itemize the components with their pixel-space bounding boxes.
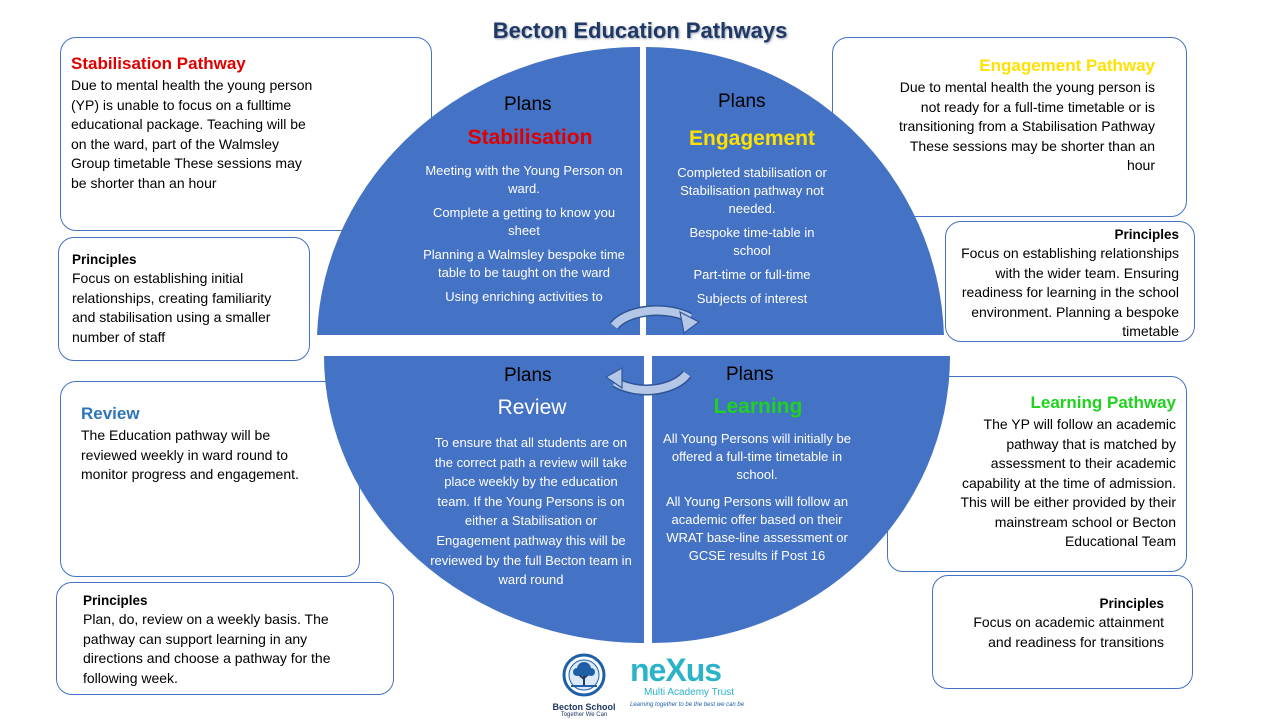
list-item: Planning a Walmsley bespoke time table to be taught on the ward xyxy=(423,247,625,280)
list-item: Complete a getting to know you sheet xyxy=(432,205,616,238)
list-item: Using enriching activities to xyxy=(445,289,603,304)
engagement-principles-text: Focus on establishing relationships with the wider team. Ensuring readiness for learning in the school environment. Planning a bespoke timetable xyxy=(961,245,1179,339)
learning-pathway-text: The YP will follow an academic pathway that is matched by assessment to their academic capability at the time of admission. This will be either provided by their mainstream school or Becton Educational Team xyxy=(960,416,1176,549)
stabilisation-pathway-text: Due to mental health the young person (YP) is unable to focus on a fulltime educational package. Teaching will be on the ward, part of the Walmsley Group timetable These sessions may be shorter than an hour xyxy=(71,77,313,191)
engagement-pathway-heading: Engagement Pathway xyxy=(979,56,1155,75)
review-text: The Education pathway will be reviewed weekly in ward round to monitor progress and engagement. xyxy=(81,427,299,482)
review-principles-heading: Principles xyxy=(83,593,148,608)
tree-emblem-icon xyxy=(562,653,606,697)
engagement-plans-label: Plans xyxy=(718,91,766,112)
learning-plan-list xyxy=(662,430,852,571)
engagement-plan-list xyxy=(660,164,844,314)
stabilisation-principles-text: Focus on establishing initial relationships, creating familiarity and stabilisation using a smaller number of staff xyxy=(72,270,272,345)
learning-principles-text: Focus on academic attainment and readiness for transitions xyxy=(973,614,1164,650)
review-heading: Review xyxy=(81,404,140,423)
trust-motto: Learning together to be the best we can be xyxy=(630,702,745,708)
engagement-quadrant-title: Engagement xyxy=(688,127,816,150)
list-item: Meeting with the Young Person on ward. xyxy=(425,163,623,196)
trust-name: neXus xyxy=(630,652,722,688)
list-item: All Young Persons will follow an academic offer based on their WRAT base-line assessment or GCSE results if Post 16 xyxy=(665,494,849,563)
learning-plans-label: Plans xyxy=(726,364,774,385)
list-item: Part-time or full-time xyxy=(693,267,811,282)
nexus-trust-logo xyxy=(630,653,770,717)
review-principles-text: Plan, do, review on a weekly basis. The pathway can support learning in any directions and choose a pathway for the following week. xyxy=(83,611,331,686)
review-plans-label: Plans xyxy=(504,365,552,386)
school-motto: Together We Can xyxy=(560,712,608,718)
stabilisation-pathway-heading: Stabilisation Pathway xyxy=(71,54,246,73)
review-quadrant-text: To ensure that all students are on the correct path a review will take place weekly by the education team. If the Young Persons is on either a Stabilisation or Engagement pathway this will be reviewed by the full Becton team in ward round xyxy=(430,435,632,588)
list-item: Bespoke time-table in school xyxy=(689,225,815,258)
list-item: All Young Persons will initially be offered a full-time timetable in school. xyxy=(663,431,851,482)
becton-school-logo xyxy=(548,653,620,717)
page-title: Becton Education Pathways xyxy=(492,18,788,43)
stabilisation-quadrant-title: Stabilisation xyxy=(467,126,593,149)
stabilisation-plans-label: Plans xyxy=(504,94,552,115)
school-name: Becton School xyxy=(552,702,616,712)
engagement-pathway-text: Due to mental health the young person is not ready for a full-time timetable or is transitioning from a Stabilisation Pathway These sessions may be shorter than an hour xyxy=(898,79,1155,173)
stabilisation-principles-heading: Principles xyxy=(72,252,137,267)
learning-pathway-heading: Learning Pathway xyxy=(1030,393,1176,412)
trust-subtitle: Multi Academy Trust xyxy=(644,687,735,698)
list-item: Subjects of interest xyxy=(696,291,808,306)
engagement-principles-heading: Principles xyxy=(1114,227,1179,242)
list-item: Completed stabilisation or Stabilisation pathway not needed. xyxy=(677,165,827,216)
learning-quadrant-title: Learning xyxy=(713,395,803,418)
learning-principles-heading: Principles xyxy=(1099,596,1164,611)
review-quadrant-title: Review xyxy=(497,396,567,419)
stabilisation-plan-list xyxy=(420,162,628,312)
